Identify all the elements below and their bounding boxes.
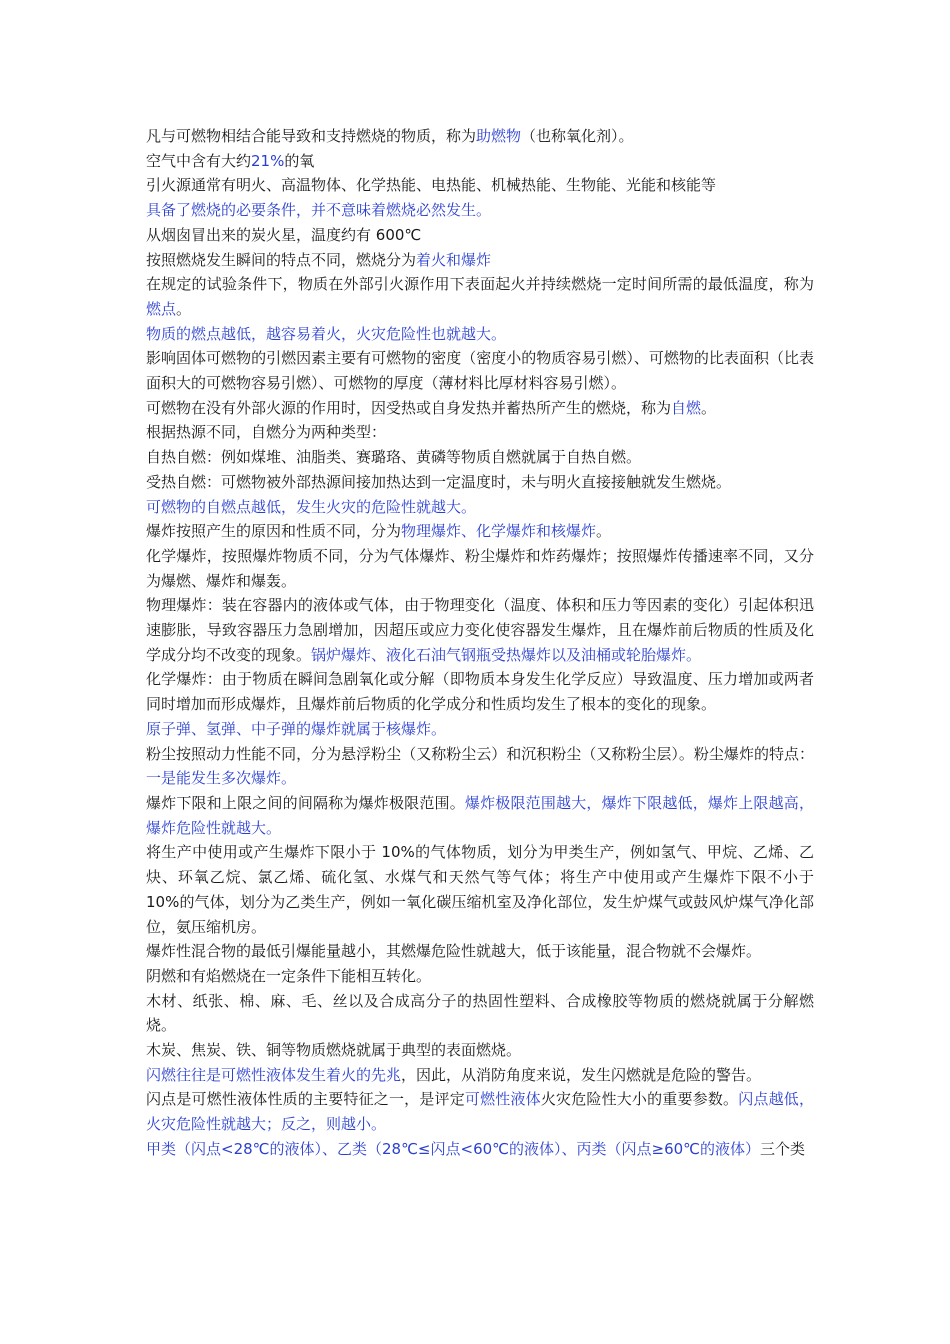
paragraph bbox=[146, 396, 814, 421]
paragraph bbox=[146, 248, 814, 273]
highlighted-text: 甲类（闪点<28℃的液体）、乙类（28℃≤闪点<60℃的液体）、丙类（闪点≥60℃的液体） bbox=[146, 1139, 761, 1158]
text-run: 受热自燃：可燃物被外部热源间接加热达到一定温度时，未与明火直接接触就发生燃烧。 bbox=[146, 472, 732, 491]
text-run: 物理爆炸：装在容器内的液体或气体，由于物理变化（温度、体积和压力等因素的变化）引起体积迅速膨胀，导致容器压力急剧增加，因超压或应力变化使容器发生爆炸，且在爆炸前后物质的性质及化学成分均不改变的现象。 bbox=[146, 596, 814, 664]
text-run: 根据热源不同，自燃分为两种类型： bbox=[146, 423, 387, 442]
highlighted-text: 可燃物的自燃点越低，发生火灾的危险性就越大。 bbox=[146, 497, 477, 516]
paragraph bbox=[146, 1038, 814, 1063]
text-run: 。 bbox=[596, 522, 612, 541]
text-run: 将生产中使用或产生爆炸下限小于 10%的气体物质，划分为甲类生产，例如氢气、甲烷、乙烯、乙炔、环氧乙烷、氯乙烯、硫化氢、水煤气和天然气等气体；将生产中使用或产生爆炸下限不小于 10%的气体，划分为乙类生产，例如一氧化碳压缩机室及净化部位，发生炉煤气或鼓风炉煤气净化部位，氨压缩机房。 bbox=[146, 843, 814, 936]
paragraph bbox=[146, 964, 814, 989]
highlighted-text: 着火和爆炸 bbox=[416, 250, 492, 269]
text-run: 木炭、焦炭、铁、铜等物质燃烧就属于典型的表面燃烧。 bbox=[146, 1041, 522, 1060]
text-run: 引火源通常有明火、高温物体、化学热能、电热能、机械热能、生物能、光能和核能等 bbox=[146, 176, 717, 195]
text-run: 化学爆炸，按照爆炸物质不同，分为气体爆炸、粉尘爆炸和炸药爆炸；按照爆炸传播速率不同，又分为爆燃、爆炸和爆轰。 bbox=[146, 546, 814, 590]
paragraph bbox=[146, 445, 814, 470]
paragraph bbox=[146, 544, 814, 593]
text-run: 从烟囱冒出来的炭火星，温度约有 600℃ bbox=[146, 225, 422, 244]
highlighted-text: 可燃性液体 bbox=[464, 1090, 541, 1109]
highlighted-text: 原子弹、氢弹、中子弹的爆炸就属于核爆炸。 bbox=[146, 719, 447, 738]
paragraph bbox=[146, 173, 814, 198]
paragraph bbox=[146, 519, 814, 544]
highlighted-text: 闪燃往往是可燃性液体发生着火的先兆 bbox=[146, 1065, 402, 1084]
text-run: 凡与可燃物相结合能导致和支持燃烧的物质，称为 bbox=[146, 127, 477, 145]
highlighted-text: 锅炉爆炸、液化石油气钢瓶受热爆炸以及油桶或轮胎爆炸。 bbox=[311, 645, 702, 664]
highlighted-text: 自燃 bbox=[671, 398, 702, 417]
highlighted-text: 一是能发生多次爆炸。 bbox=[146, 769, 297, 788]
highlighted-text: 燃点 bbox=[146, 299, 177, 318]
paragraph bbox=[146, 667, 814, 716]
highlighted-text: 助燃物 bbox=[476, 127, 522, 145]
paragraph bbox=[146, 322, 814, 347]
paragraph bbox=[146, 717, 814, 742]
highlighted-text: 具备了燃烧的必要条件，并不意味着燃烧必然发生。 bbox=[146, 201, 492, 220]
text-run: 的氧 bbox=[284, 151, 315, 170]
paragraph bbox=[146, 989, 814, 1038]
highlighted-text: 21% bbox=[251, 151, 285, 170]
paragraph bbox=[146, 495, 814, 520]
text-run: 爆炸性混合物的最低引爆能量越小，其燃爆危险性就越大，低于该能量，混合物就不会爆炸。 bbox=[146, 942, 762, 961]
paragraph bbox=[146, 1137, 814, 1162]
text-run: 在规定的试验条件下，物质在外部引火源作用下表面起火并持续燃烧一定时间所需的最低温度，称为 bbox=[146, 275, 814, 294]
paragraph bbox=[146, 420, 814, 445]
highlighted-text: 物质的燃点越低，越容易着火，火灾危险性也就越大。 bbox=[146, 324, 507, 343]
text-run: 爆炸按照产生的原因和性质不同，分为 bbox=[146, 522, 402, 541]
text-run: 火灾危险性大小的重要参数。 bbox=[540, 1090, 739, 1109]
paragraph bbox=[146, 124, 814, 149]
text-run: 阴燃和有焰燃烧在一定条件下能相互转化。 bbox=[146, 966, 432, 985]
paragraph bbox=[146, 223, 814, 248]
text-run: 木材、纸张、棉、麻、毛、丝以及合成高分子的热固性塑料、合成橡胶等物质的燃烧就属于分解燃烧。 bbox=[146, 991, 814, 1035]
highlighted-text: 爆炸极限范围越大，爆炸下限越低，爆炸上限越高，爆炸危险性就越大。 bbox=[146, 793, 814, 837]
text-run: 影响固体可燃物的引燃因素主要有可燃物的密度（密度小的物质容易引燃）、可燃物的比表面积（比表面积大的可燃物容易引燃）、可燃物的厚度（薄材料比厚材料容易引燃）。 bbox=[146, 349, 814, 393]
paragraph bbox=[146, 198, 814, 223]
text-run: （也称氧化剂）。 bbox=[521, 127, 634, 145]
paragraph bbox=[146, 840, 814, 939]
text-run: 闪点是可燃性液体性质的主要特征之一，是评定 bbox=[146, 1090, 465, 1109]
text-run: 爆炸下限和上限之间的间隔称为爆炸极限范围。 bbox=[146, 793, 465, 812]
document-body bbox=[146, 124, 814, 1162]
text-run: 。 bbox=[701, 398, 717, 417]
text-run: 空气中含有大约 bbox=[146, 151, 252, 170]
paragraph bbox=[146, 470, 814, 495]
paragraph bbox=[146, 791, 814, 840]
text-run: 可燃物在没有外部火源的作用时，因受热或自身发热并蓄热所产生的燃烧，称为 bbox=[146, 398, 672, 417]
text-run: 按照燃烧发生瞬间的特点不同，燃烧分为 bbox=[146, 250, 417, 269]
text-run: 粉尘按照动力性能不同，分为悬浮粉尘（又称粉尘云）和沉积粉尘（又称粉尘层）。粉尘爆炸的特点： bbox=[146, 744, 814, 763]
paragraph bbox=[146, 939, 814, 964]
paragraph bbox=[146, 149, 814, 174]
paragraph bbox=[146, 1087, 814, 1136]
paragraph bbox=[146, 742, 814, 791]
highlighted-text: 物理爆炸、化学爆炸和核爆炸 bbox=[401, 522, 597, 541]
highlighted-text: 闪点越低，火灾危险性就越大；反之，则越小。 bbox=[146, 1090, 814, 1134]
text-run: 。 bbox=[176, 299, 192, 318]
text-run: 化学爆炸：由于物质在瞬间急剧氧化或分解（即物质本身发生化学反应）导致温度、压力增加或两者同时增加而形成爆炸，且爆炸前后物质的化学成分和性质均发生了根本的变化的现象。 bbox=[146, 670, 814, 714]
paragraph bbox=[146, 593, 814, 667]
text-run: ，因此，从消防角度来说，发生闪燃就是危险的警告。 bbox=[401, 1065, 762, 1084]
text-run: 三个类 bbox=[760, 1139, 806, 1158]
text-run: 自热自燃：例如煤堆、油脂类、赛璐珞、黄磷等物质自燃就属于自热自燃。 bbox=[146, 448, 642, 467]
paragraph bbox=[146, 272, 814, 321]
paragraph bbox=[146, 1063, 814, 1088]
paragraph bbox=[146, 346, 814, 395]
